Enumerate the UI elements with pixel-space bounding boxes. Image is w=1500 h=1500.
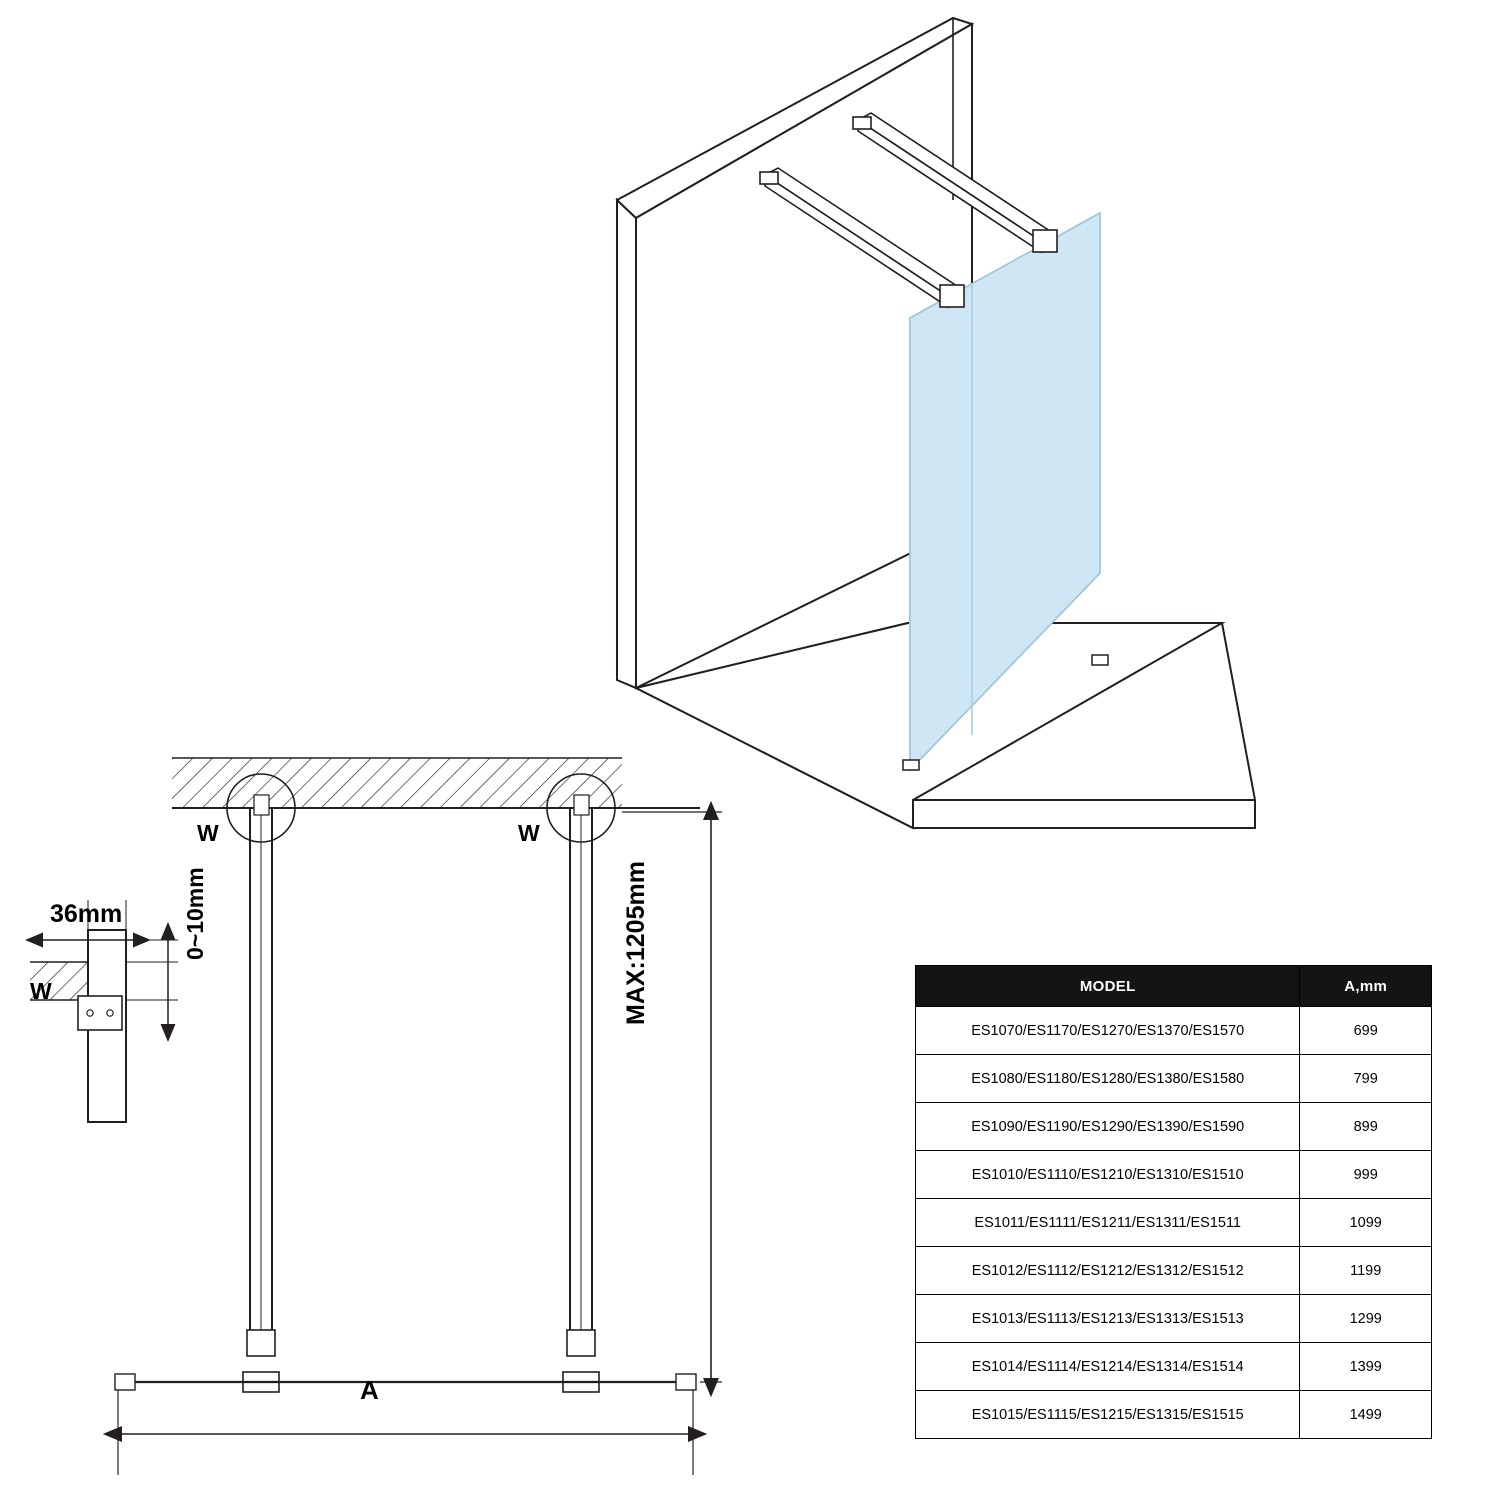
cell-a-mm: 1499 — [1300, 1391, 1432, 1439]
cell-a-mm: 999 — [1300, 1151, 1432, 1199]
label-gap-range: 0~10mm — [182, 867, 208, 960]
table-row — [916, 1391, 1432, 1439]
table-row — [916, 1103, 1432, 1151]
label-profile-width: 36mm — [50, 900, 123, 928]
table-row — [916, 1343, 1432, 1391]
vertical-bar-right — [563, 808, 599, 1392]
model-spec-table — [915, 965, 1432, 1439]
table-row — [916, 1247, 1432, 1295]
cell-a-mm: 699 — [1300, 1007, 1432, 1055]
cell-a-mm: 799 — [1300, 1055, 1432, 1103]
cell-model: ES1015/ES1115/ES1215/ES1315/ES1515 — [916, 1391, 1300, 1439]
cell-model: ES1011/ES1111/ES1211/ES1311/ES1511 — [916, 1199, 1300, 1247]
cell-a-mm: 1399 — [1300, 1343, 1432, 1391]
label-wall-bracket-1: W — [197, 820, 219, 846]
table-row — [916, 1151, 1432, 1199]
cell-a-mm: 899 — [1300, 1103, 1432, 1151]
cell-model: ES1012/ES1112/ES1212/ES1312/ES1512 — [916, 1247, 1300, 1295]
cell-model: ES1014/ES1114/ES1214/ES1314/ES1514 — [916, 1343, 1300, 1391]
cell-a-mm: 1099 — [1300, 1199, 1432, 1247]
cell-a-mm: 1199 — [1300, 1247, 1432, 1295]
table-row — [916, 1055, 1432, 1103]
column-header-model: MODEL — [916, 966, 1300, 1007]
cell-model: ES1090/ES1190/ES1290/ES1390/ES1590 — [916, 1103, 1300, 1151]
label-wall-bracket-3: W — [30, 978, 52, 1004]
wall-hatch — [172, 758, 700, 808]
table-row — [916, 1007, 1432, 1055]
cell-a-mm: 1299 — [1300, 1295, 1432, 1343]
label-max-height: MAX:1205mm — [622, 861, 650, 1025]
cell-model: ES1013/ES1113/ES1213/ES1313/ES1513 — [916, 1295, 1300, 1343]
table-header-row — [916, 966, 1432, 1007]
cell-model: ES1010/ES1110/ES1210/ES1310/ES1510 — [916, 1151, 1300, 1199]
table-row — [916, 1295, 1432, 1343]
width-dimension — [118, 1390, 693, 1475]
cell-model: ES1070/ES1170/ES1270/ES1370/ES1570 — [916, 1007, 1300, 1055]
vertical-bar-left — [243, 808, 279, 1392]
table-body — [916, 1007, 1432, 1439]
label-width-dimension: A — [360, 1375, 379, 1405]
detail-view — [30, 900, 178, 1122]
isometric-view — [617, 18, 1255, 828]
column-header-a: A,mm — [1300, 966, 1432, 1007]
glass-bottom-edge — [115, 1374, 696, 1390]
table-row — [916, 1199, 1432, 1247]
label-wall-bracket-2: W — [518, 820, 540, 846]
cell-model: ES1080/ES1180/ES1280/ES1380/ES1580 — [916, 1055, 1300, 1103]
